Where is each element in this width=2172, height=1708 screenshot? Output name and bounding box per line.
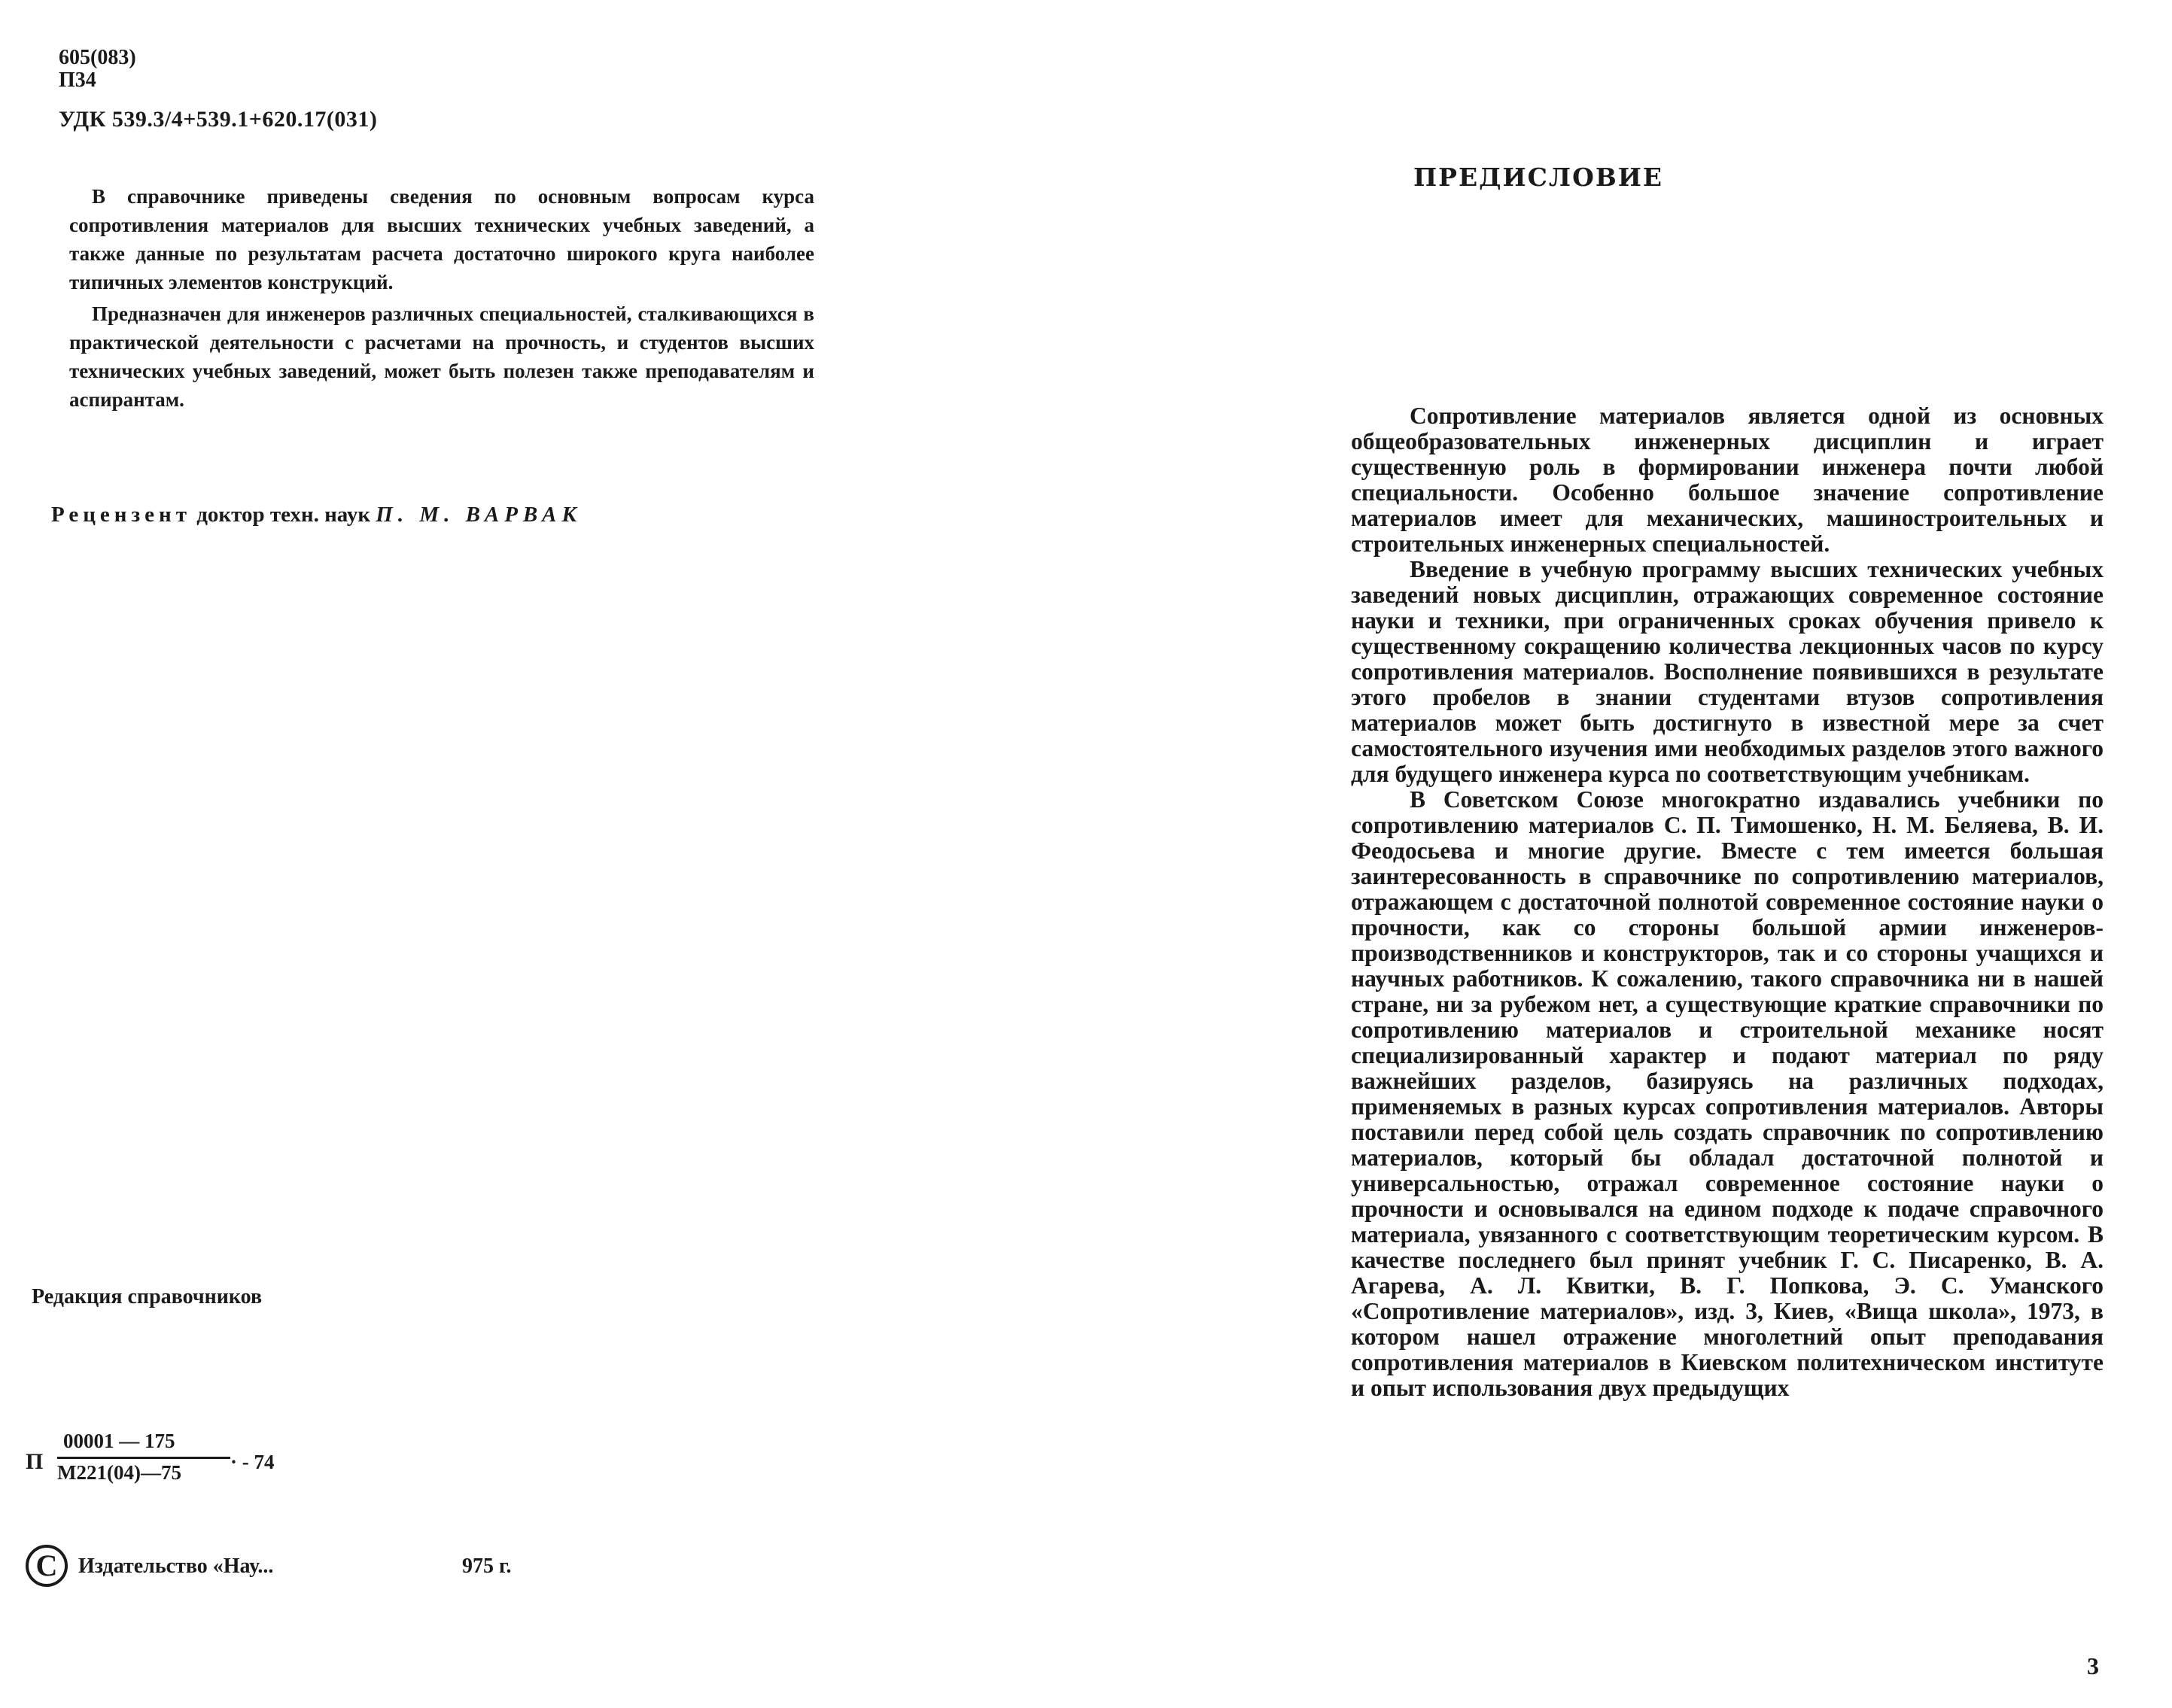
preface-paragraph: Сопротивление материалов является одной из основных общеобразовательных инженерных дисциплин и играет существенную роль в формировании инженера почти любой специальности. Особенно большое значение сопротивление материалов имеет для механических, машиностроительных и строительных инженерных специальностей. (1351, 403, 2104, 557)
reviewer-title: доктор техн. наук (196, 503, 371, 527)
preface-paragraph: Введение в учебную программу высших технических учебных заведений новых дисциплин, отражающих современное состояние науки и техники, при ограниченных сроках обучения привело к существенному сокращению количества лекционных часов по курсу сопротивления материалов. Восполнение появившихся в результате этого пробелов в знании студентами втузов сопротивления материалов может быть достигнуто в известной мере за счет самостоятельного изучения ими необходимых разделов этого важного для будущего инженера курса по соответствующим учебникам. (1351, 556, 2104, 787)
classification-codes (59, 47, 136, 92)
page-number: 3 (2087, 1652, 2099, 1679)
udk-code: УДК 539.3/4+539.1+620.17(031) (59, 107, 378, 132)
index-letter: П (26, 1449, 44, 1474)
publisher-name: Издательство «Нау... (78, 1555, 274, 1578)
copyright-icon: C (26, 1545, 68, 1587)
reviewer-line (51, 503, 582, 527)
index-numerator: 00001 — 175 (63, 1430, 175, 1452)
index-denominator: М221(04)—75 (57, 1461, 181, 1484)
preface-paragraph: В Советском Союзе многократно издавались учебники по сопротивлению материалов С. П. Тимошенко, Н. М. Беляева, В. И. Феодосьева и многие другие. Вместе с тем имеется большая заинтересованность в справочнике по сопротивлению материалов, отражающем с достаточной полнотой современное состояние науки о прочности, как со стороны большой армии инженеров-производственников и конструкторов, так и со стороны учащихся и научных работников. К сожалению, такого справочника ни в нашей стране, ни за рубежом нет, а существующие краткие справочники по сопротивлению материалов и строительной механике носят специализированный характер и подают материал по ряду важнейших разделов, базируясь на различных подходах, применяемых в разных курсах сопротивления материалов. Авторы поставили перед собой цель создать справочник по сопротивлению материалов, который бы обладал достаточной полнотой и универсальностью, отражал современное состояние науки о прочности и основывался на едином подходе к подаче справочного материала, увязанного с соответствующим теоретическим курсом. В качестве последнего был принят учебник Г. С. Писаренко, В. А. Агарева, А. Л. Квитки, В. Г. Попкова, Э. С. Уманского «Сопротивление материалов», изд. 3, Киев, «Вища школа», 1973, в котором нашел отражение многолетний опыт преподавания сопротивления материалов в Киевском политехническом институте и опыт использования двух предыдущих (1351, 786, 2104, 1401)
right-page (1086, 0, 2172, 1708)
preface-heading: ПРЕДИСЛОВИЕ (1413, 163, 1664, 192)
annotation-paragraph: В справочнике приведены сведения по основным вопросам курса сопротивления материалов для высших технических учебных заведений, а также данные по результатам расчета достаточно широкого круга наиболее типичных элементов конструкций. (69, 185, 814, 293)
classification-code: 605(083) (59, 46, 136, 69)
fraction-bar (57, 1457, 230, 1459)
reviewer-label: Рецензент (51, 503, 191, 527)
classification-code: П34 (59, 68, 96, 92)
edition-label: Редакция справочников (32, 1285, 263, 1308)
reviewer-name: П. М. ВАРВАК (376, 503, 583, 527)
publication-year: 975 г. (462, 1555, 512, 1578)
preface-body (1351, 403, 2104, 1401)
index-suffix: · - 74 (230, 1451, 275, 1473)
annotation-paragraph: Предназначен для инженеров различных специальностей, сталкивающихся в практической деятельности с расчетами на прочность, и студентов высших технических учебных заведений, может быть полезен также преподавателям и аспирантам. (69, 302, 814, 411)
annotation (69, 182, 814, 417)
